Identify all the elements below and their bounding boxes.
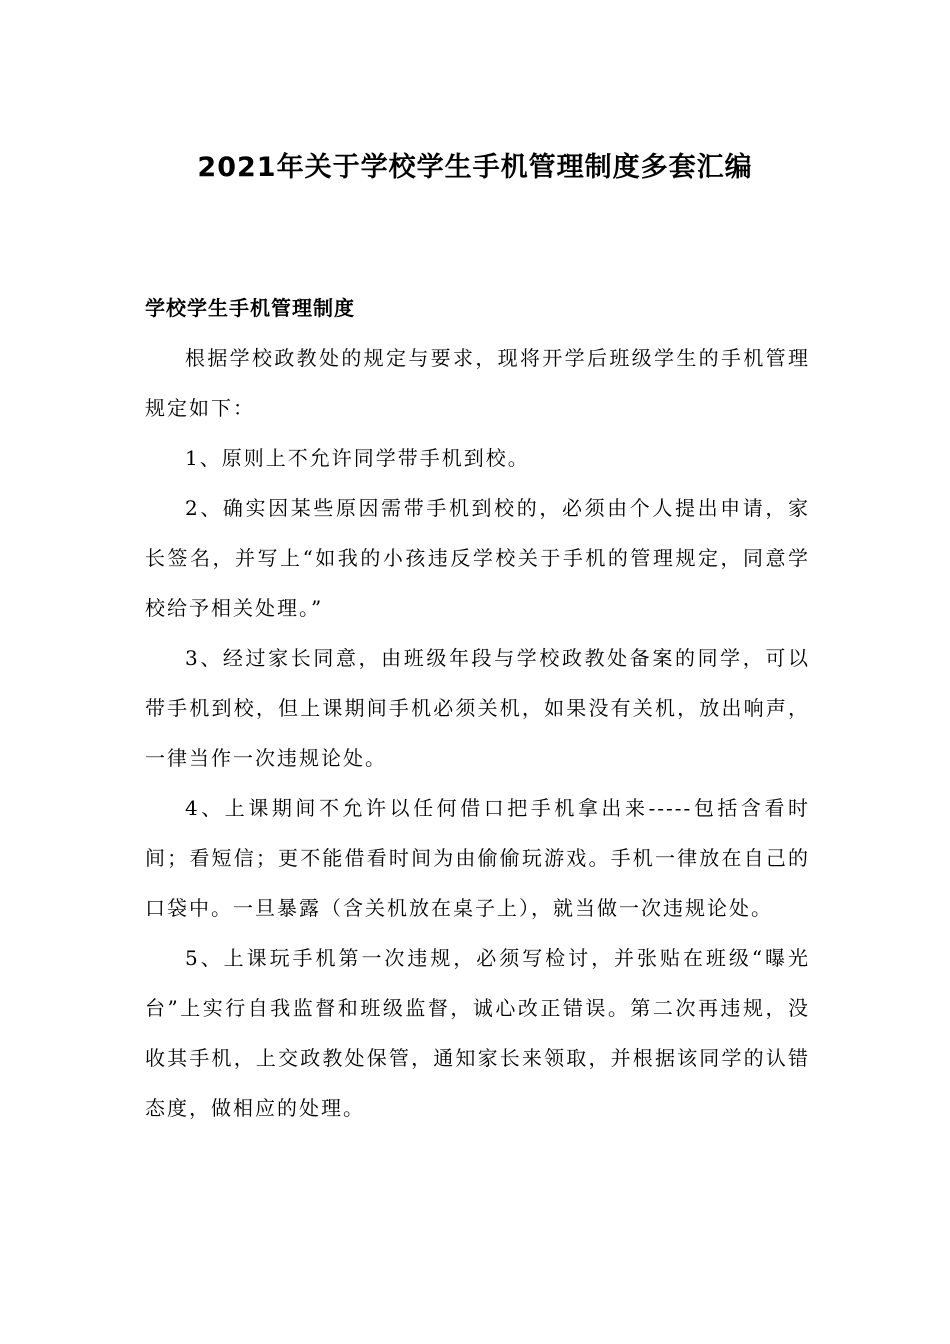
paragraph-intro: 根据学校政教处的规定与要求，现将开学后班级学生的手机管理规定如下： [145, 346, 810, 420]
paragraph-rule-4: 4、上课期间不允许以任何借口把手机拿出来-----包括含看时间；看短信；更不能借看时间为由偷偷玩游戏。手机一律放在自己的口袋中。一旦暴露（含关机放在桌子上），就当做一次违规论处。 [145, 796, 810, 920]
document-title: 2021年关于学校学生手机管理制度多套汇编 [197, 152, 753, 183]
paragraph-rule-2: 2、确实因某些原因需带手机到校的，必须由个人提出申请，家长签名，并写上“如我的小孩违反学校关于手机的管理规定，同意学校给予相关处理。” [145, 496, 810, 620]
section-heading: 学校学生手机管理制度 [145, 296, 355, 320]
paragraph-rule-5: 5、上课玩手机第一次违规，必须写检讨，并张贴在班级“曝光台”上实行自我监督和班级监督，诚心改正错误。第二次再违规，没收其手机，上交政教处保管，通知家长来领取，并根据该同学的认错态度，做相应的处理。 [145, 946, 810, 1120]
paragraph-rule-3: 3、经过家长同意，由班级年段与学校政教处备案的同学，可以带手机到校，但上课期间手机必须关机，如果没有关机，放出响声，一律当作一次违规论处。 [145, 646, 810, 770]
paragraph-rule-1: 1、原则上不允许同学带手机到校。 [185, 446, 530, 470]
document-body [145, 283, 810, 1133]
